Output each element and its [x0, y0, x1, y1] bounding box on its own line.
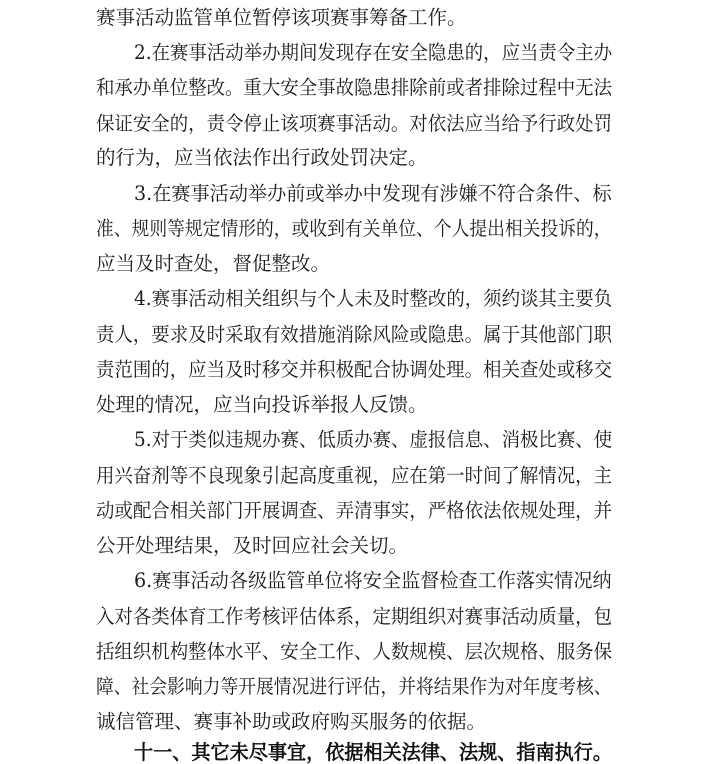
paragraph-line: 诚信管理、赛事补助或政府购买服务的依据。 — [96, 710, 487, 733]
paragraph-line: 4.赛事活动相关组织与个人未及时整改的，须约谈其主要负 — [134, 287, 613, 310]
paragraph-line: 和承办单位整改。重大安全事故隐患排除前或者排除过程中无法 — [96, 76, 613, 99]
paragraph-line: 5.对于类似违规办赛、低质办赛、虚报信息、消极比赛、使 — [134, 428, 613, 451]
paragraph-line: 6.赛事活动各级监管单位将安全监督检查工作落实情况纳 — [134, 569, 612, 592]
section-heading: 十一、其它未尽事宜，依据相关法律、法规、指南执行。 — [134, 740, 612, 764]
paragraph-line: 准、规则等规定情形的，或收到有关单位、个人提出相关投诉的， — [96, 217, 612, 240]
paragraph-line: 入对各类体育工作考核评估体系，定期组织对赛事活动质量，包 — [96, 605, 613, 628]
paragraph-line: 括组织机构整体水平、安全工作、人数规模、层次规格、服务保 — [96, 640, 613, 663]
paragraph-line: 动或配合相关部门开展调查、弄清事实，严格依法依规处理，并 — [96, 499, 613, 522]
paragraph-line: 保证安全的，责令停止该项赛事活动。对依法应当给予行政处罚 — [96, 112, 613, 135]
paragraph-line: 障、社会影响力等开展情况进行评估，并将结果作为对年度考核、 — [96, 675, 612, 698]
paragraph-line: 2.在赛事活动举办期间发现存在安全隐患的，应当责令主办 — [134, 41, 613, 64]
paragraph-line: 赛事活动监管单位暂停该项赛事筹备工作。 — [96, 6, 467, 29]
paragraph-line: 用兴奋剂等不良现象引起高度重视，应在第一时间了解情况，主 — [96, 464, 613, 487]
paragraph-line: 应当及时查处，督促整改。 — [96, 252, 331, 275]
paragraph-line: 3.在赛事活动举办前或举办中发现有涉嫌不符合条件、标 — [134, 182, 612, 205]
paragraph-line: 的行为，应当依法作出行政处罚决定。 — [96, 146, 428, 169]
paragraph-line: 责范围的，应当及时移交并积极配合协调处理。相关查处或移交 — [96, 358, 613, 381]
paragraph-line: 处理的情况，应当向投诉举报人反馈。 — [96, 393, 428, 416]
paragraph-line: 责人，要求及时采取有效措施消除风险或隐患。属于其他部门职 — [96, 323, 613, 346]
paragraph-line: 公开处理结果，及时回应社会关切。 — [96, 534, 409, 557]
